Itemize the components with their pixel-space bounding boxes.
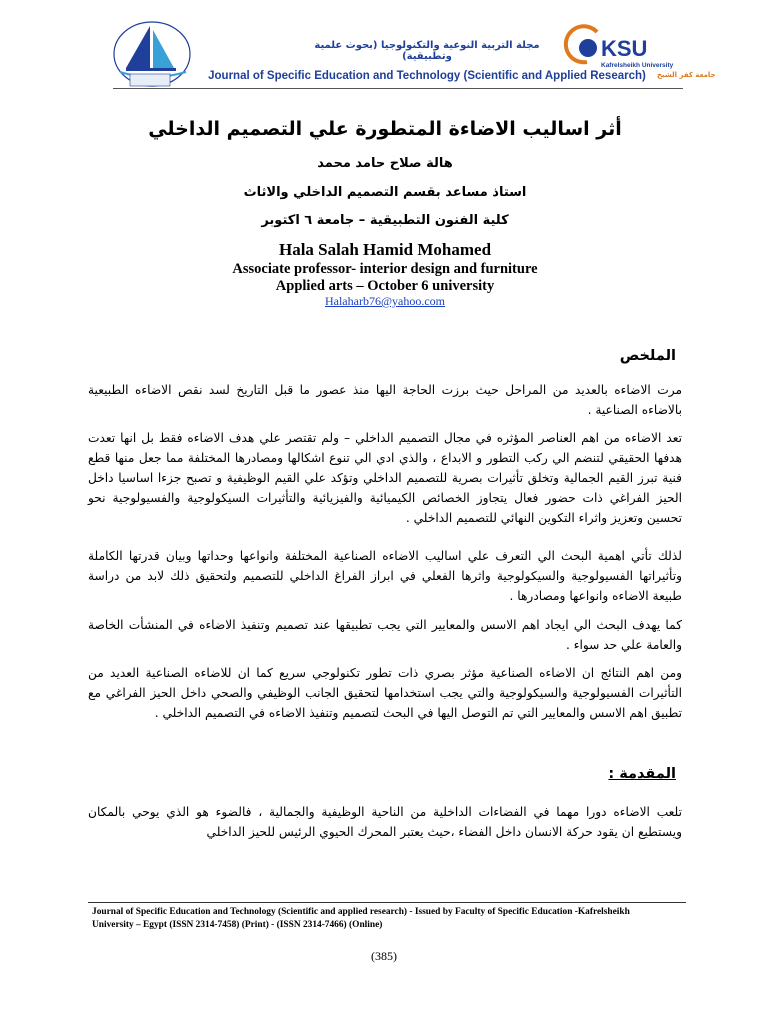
footer-line-1: Journal of Specific Education and Technology (Scientific and applied research) - Issued by Faculty of Specific Education -Kafrelsheikh bbox=[92, 907, 630, 917]
abstract-paragraph-1: مرت الاضاءه بالعديد من المراحل حيث برزت الحاجة اليها منذ عصور ما قبل التاريخ لسد نقص الاضاءه الطبيعية بالاضاءه الصناعية . bbox=[88, 383, 682, 417]
author-affiliation-en: Applied arts – October 6 university bbox=[275, 278, 495, 294]
author-position-ar: استاذ مساعد بقسم التصميم الداخلي والاثاث bbox=[243, 185, 527, 200]
journal-footer bbox=[92, 906, 682, 932]
footer-divider bbox=[88, 902, 686, 903]
svg-text:جامعة كفر الشيخ: جامعة كفر الشيخ bbox=[657, 71, 716, 79]
abstract-heading: الملخص bbox=[619, 348, 676, 364]
svg-text:KSU: KSU bbox=[601, 36, 648, 61]
svg-text:Kafrelsheikh University: Kafrelsheikh University bbox=[601, 62, 674, 69]
header-divider bbox=[113, 88, 683, 89]
page-number: (385) bbox=[371, 949, 397, 963]
footer-line-2: University – Egypt (ISSN 2314-7458) (Print) - (ISSN 2314-7466) (Online) bbox=[92, 920, 383, 930]
journal-header bbox=[112, 18, 716, 88]
journal-title-en: Journal of Specific Education and Technology (Scientific and Applied Research) bbox=[208, 70, 646, 82]
introduction-paragraph-1: تلعب الاضاءه دورا مهما في الفضاءات الداخلية من الناحية الوظيفية والجمالية ، فالضوء هو الذي يوحي بالمكان ويستطيع ان يقود حركة الانسان داخل الفضاء ،حيث يعتبر المحرك الحيوي الرئيس للحيز الداخلي bbox=[88, 805, 682, 839]
paper-title-ar: أثر اساليب الاضاءة المتطورة علي التصميم الداخلي bbox=[148, 118, 622, 140]
sailboat-logo-icon bbox=[112, 20, 196, 90]
author-name-ar: هالة صلاح حامد محمد bbox=[317, 156, 453, 171]
author-affiliation-ar: كلية الفنون التطبيقية – جامعة ٦ اكتوبر bbox=[261, 213, 509, 228]
author-email-link[interactable]: Halaharb76@yahoo.com bbox=[324, 294, 445, 308]
author-position-en: Associate professor- interior design and furniture bbox=[232, 261, 538, 277]
introduction-heading: المقدمة : bbox=[608, 766, 676, 782]
abstract-paragraph-2: تعد الاضاءه من اهم العناصر المؤثره في مجال التصميم الداخلي – ولم تقتصر علي هدف الاضاءه فقط بل انها تعدت هدفها الحقيقي لتنضم الي ركب التطور و الابداع ، والذي ادي الي تنوع اشكالها ومصادرها المختلفة مما جعل منها قطع فنية تبرز القيم الجمالية وتخلق تأثيرات بصرية للتصميم الداخلي وتؤكد علي القيم الوظيفية و تصبح جزءا اساسيا داخل الحيز الفراغي ذات حضور فعال يتجاوز الخصائص الكيميائية والفيزيائية والتأثيرات السيكولوجية والفسيولوجية نحو تحسين وتعزيز واثراء التكوين النهائي للتصميم الداخلي . bbox=[88, 431, 682, 525]
abstract-paragraph-4: كما يهدف البحث الي ايجاد اهم الاسس والمعايير التي يجب تطبيقها عند تصميم وتنفيذ الاضاءه في المنشأت الخاصة والعامة علي حد سواء . bbox=[88, 618, 682, 652]
abstract-paragraph-3: لذلك تأتي اهمية البحث الي التعرف علي اساليب الاضاءه الصناعية المختلفة وانواعها وحداتها وبيان قدرتها الكاملة وتأثيراتها الفسيولوجية والسيكولوجية واثرها الفعلي في ابراز الفراغ الداخلي للتصميم ولتحقيق ذلك لابد من دراسة طبيعة الاضاءه وانواعها ومصادرها . bbox=[88, 549, 682, 603]
ksu-logo-icon bbox=[567, 22, 716, 82]
journal-title-ar: مجلة التربية النوعية والتكنولوجيا (بحوث علمية وتطبيقية) bbox=[314, 40, 540, 62]
abstract-paragraph-5: ومن اهم النتائج ان الاضاءه الصناعية مؤثر بصري ذات تطور تكنولوجي سريع كما ان للاضاءه الصناعية العديد من التأثيرات الفسيولوجية والسيكولوجية والتي يجب استخدامها لتحقيق الجانب الوظيفي والصحي داخل الحيز الفراغي مع تطبيق اهم الاسس والمعايير التي تم التوصل اليها في البحث لتصميم وتنفيذ الاضاءه في التصميم الداخلي . bbox=[88, 666, 682, 720]
author-name-en: Hala Salah Hamid Mohamed bbox=[278, 240, 492, 259]
